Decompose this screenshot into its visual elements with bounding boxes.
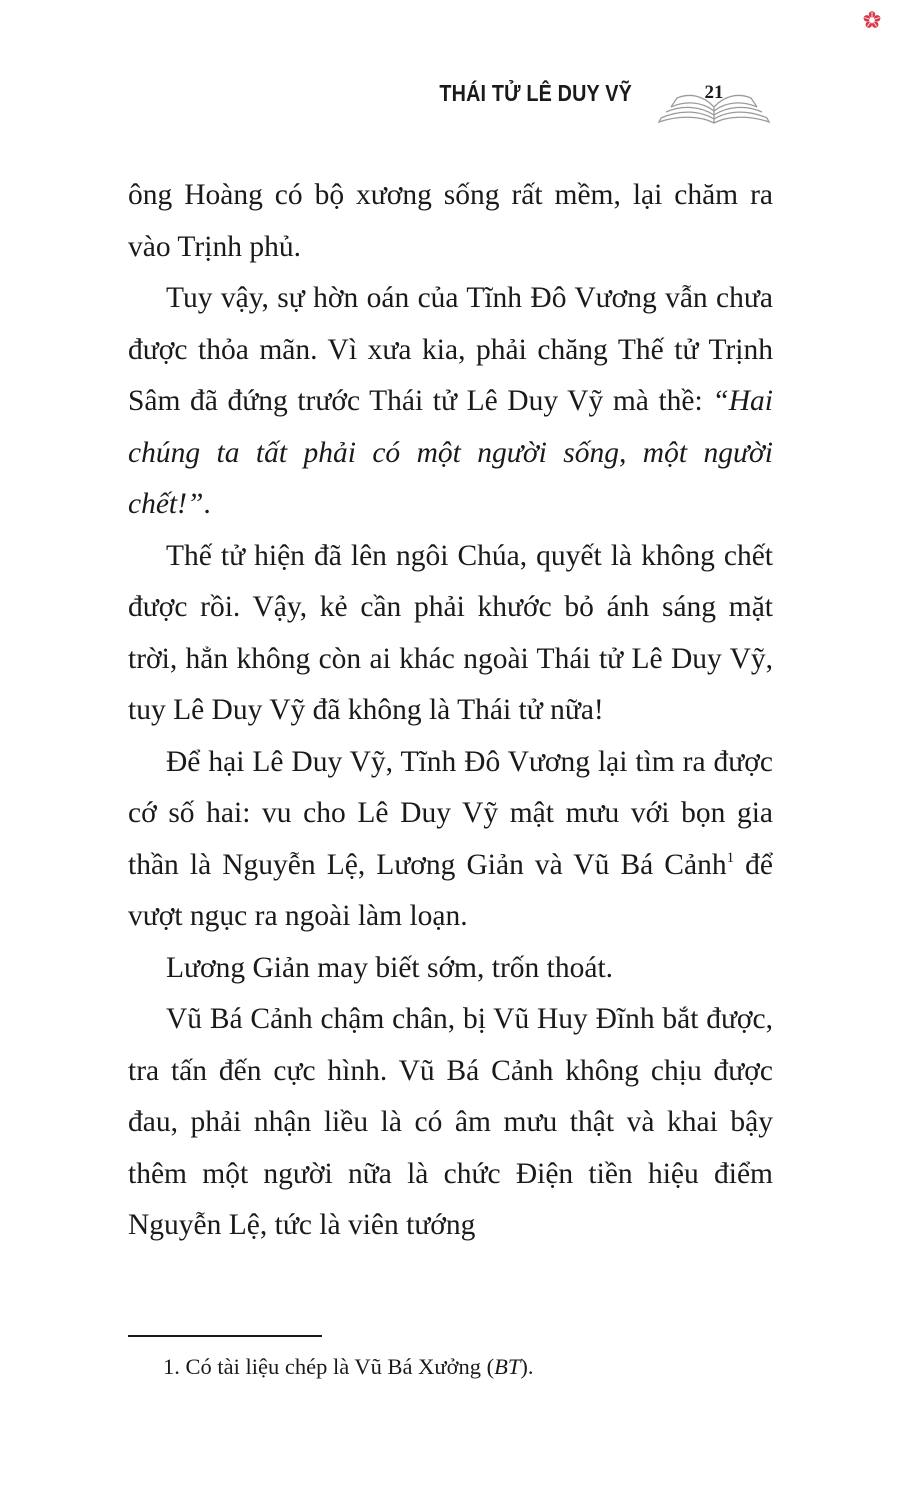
paragraph: Vũ Bá Cảnh chậm chân, bị Vũ Huy Đĩnh bắt được, tra tấn đến cực hình. Vũ Bá Cảnh không chịu được đau, phải nhận liều là có âm mưu thật và khai bậy thêm một người nữa là chức Điện tiền hiệu điểm Nguyễn Lệ, tức là viên tướng <box>128 1003 773 1241</box>
running-title: THÁI TỬ LÊ DUY VỸ <box>439 80 632 106</box>
paragraph: Để hại Lê Duy Vỹ, Tĩnh Đô Vương lại tìm ra được cớ số hai: vu cho Lê Duy Vỹ mật mưu với bọn gia thần là Nguyễn Lệ, Lương Giản và Vũ Bá Cảnh$^1$ để vượt ngục ra ngoài làm loạn. <box>128 745 774 932</box>
footnote: 1. Có tài liệu chép là Vũ Bá Xưởng (BT). <box>163 1354 534 1379</box>
paragraph: Tuy vậy, sự hờn oán của Tĩnh Đô Vương vẫn chưa được thỏa mãn. Vì xưa kia, phải chăng Thế tử Trịnh Sâm đã đứng trước Thái tử Lê Duy Vỹ mà thề: “Hai chúng ta tất phải có một người sống, một người chết!”. <box>128 282 773 520</box>
oath-quote: “Hai chúng ta tất phải có một người sống, một người chết!” <box>128 385 773 520</box>
body-text <box>128 170 773 1252</box>
footnote-marker: 1 <box>726 849 735 866</box>
page-number: 21 <box>704 82 724 103</box>
footnote-divider <box>128 1335 322 1337</box>
page-header <box>0 74 900 130</box>
paragraph: Thế tử hiện đã lên ngôi Chúa, quyết là không chết được rồi. Vậy, kẻ cần phải khước bỏ ánh sáng mặt trời, hẳn không còn ai khác ngoài Thái tử Lê Duy Vỹ, tuy Lê Duy Vỹ đã không là Thái tử nữa! <box>128 539 773 726</box>
flower-corner-icon <box>862 10 882 30</box>
paragraph: Lương Giản may biết sớm, trốn thoát. <box>166 951 614 984</box>
paragraph: ông Hoàng có bộ xương sống rất mềm, lại chăm ra vào Trịnh phủ. <box>128 179 773 263</box>
footnote-number: 1. <box>163 1354 180 1379</box>
